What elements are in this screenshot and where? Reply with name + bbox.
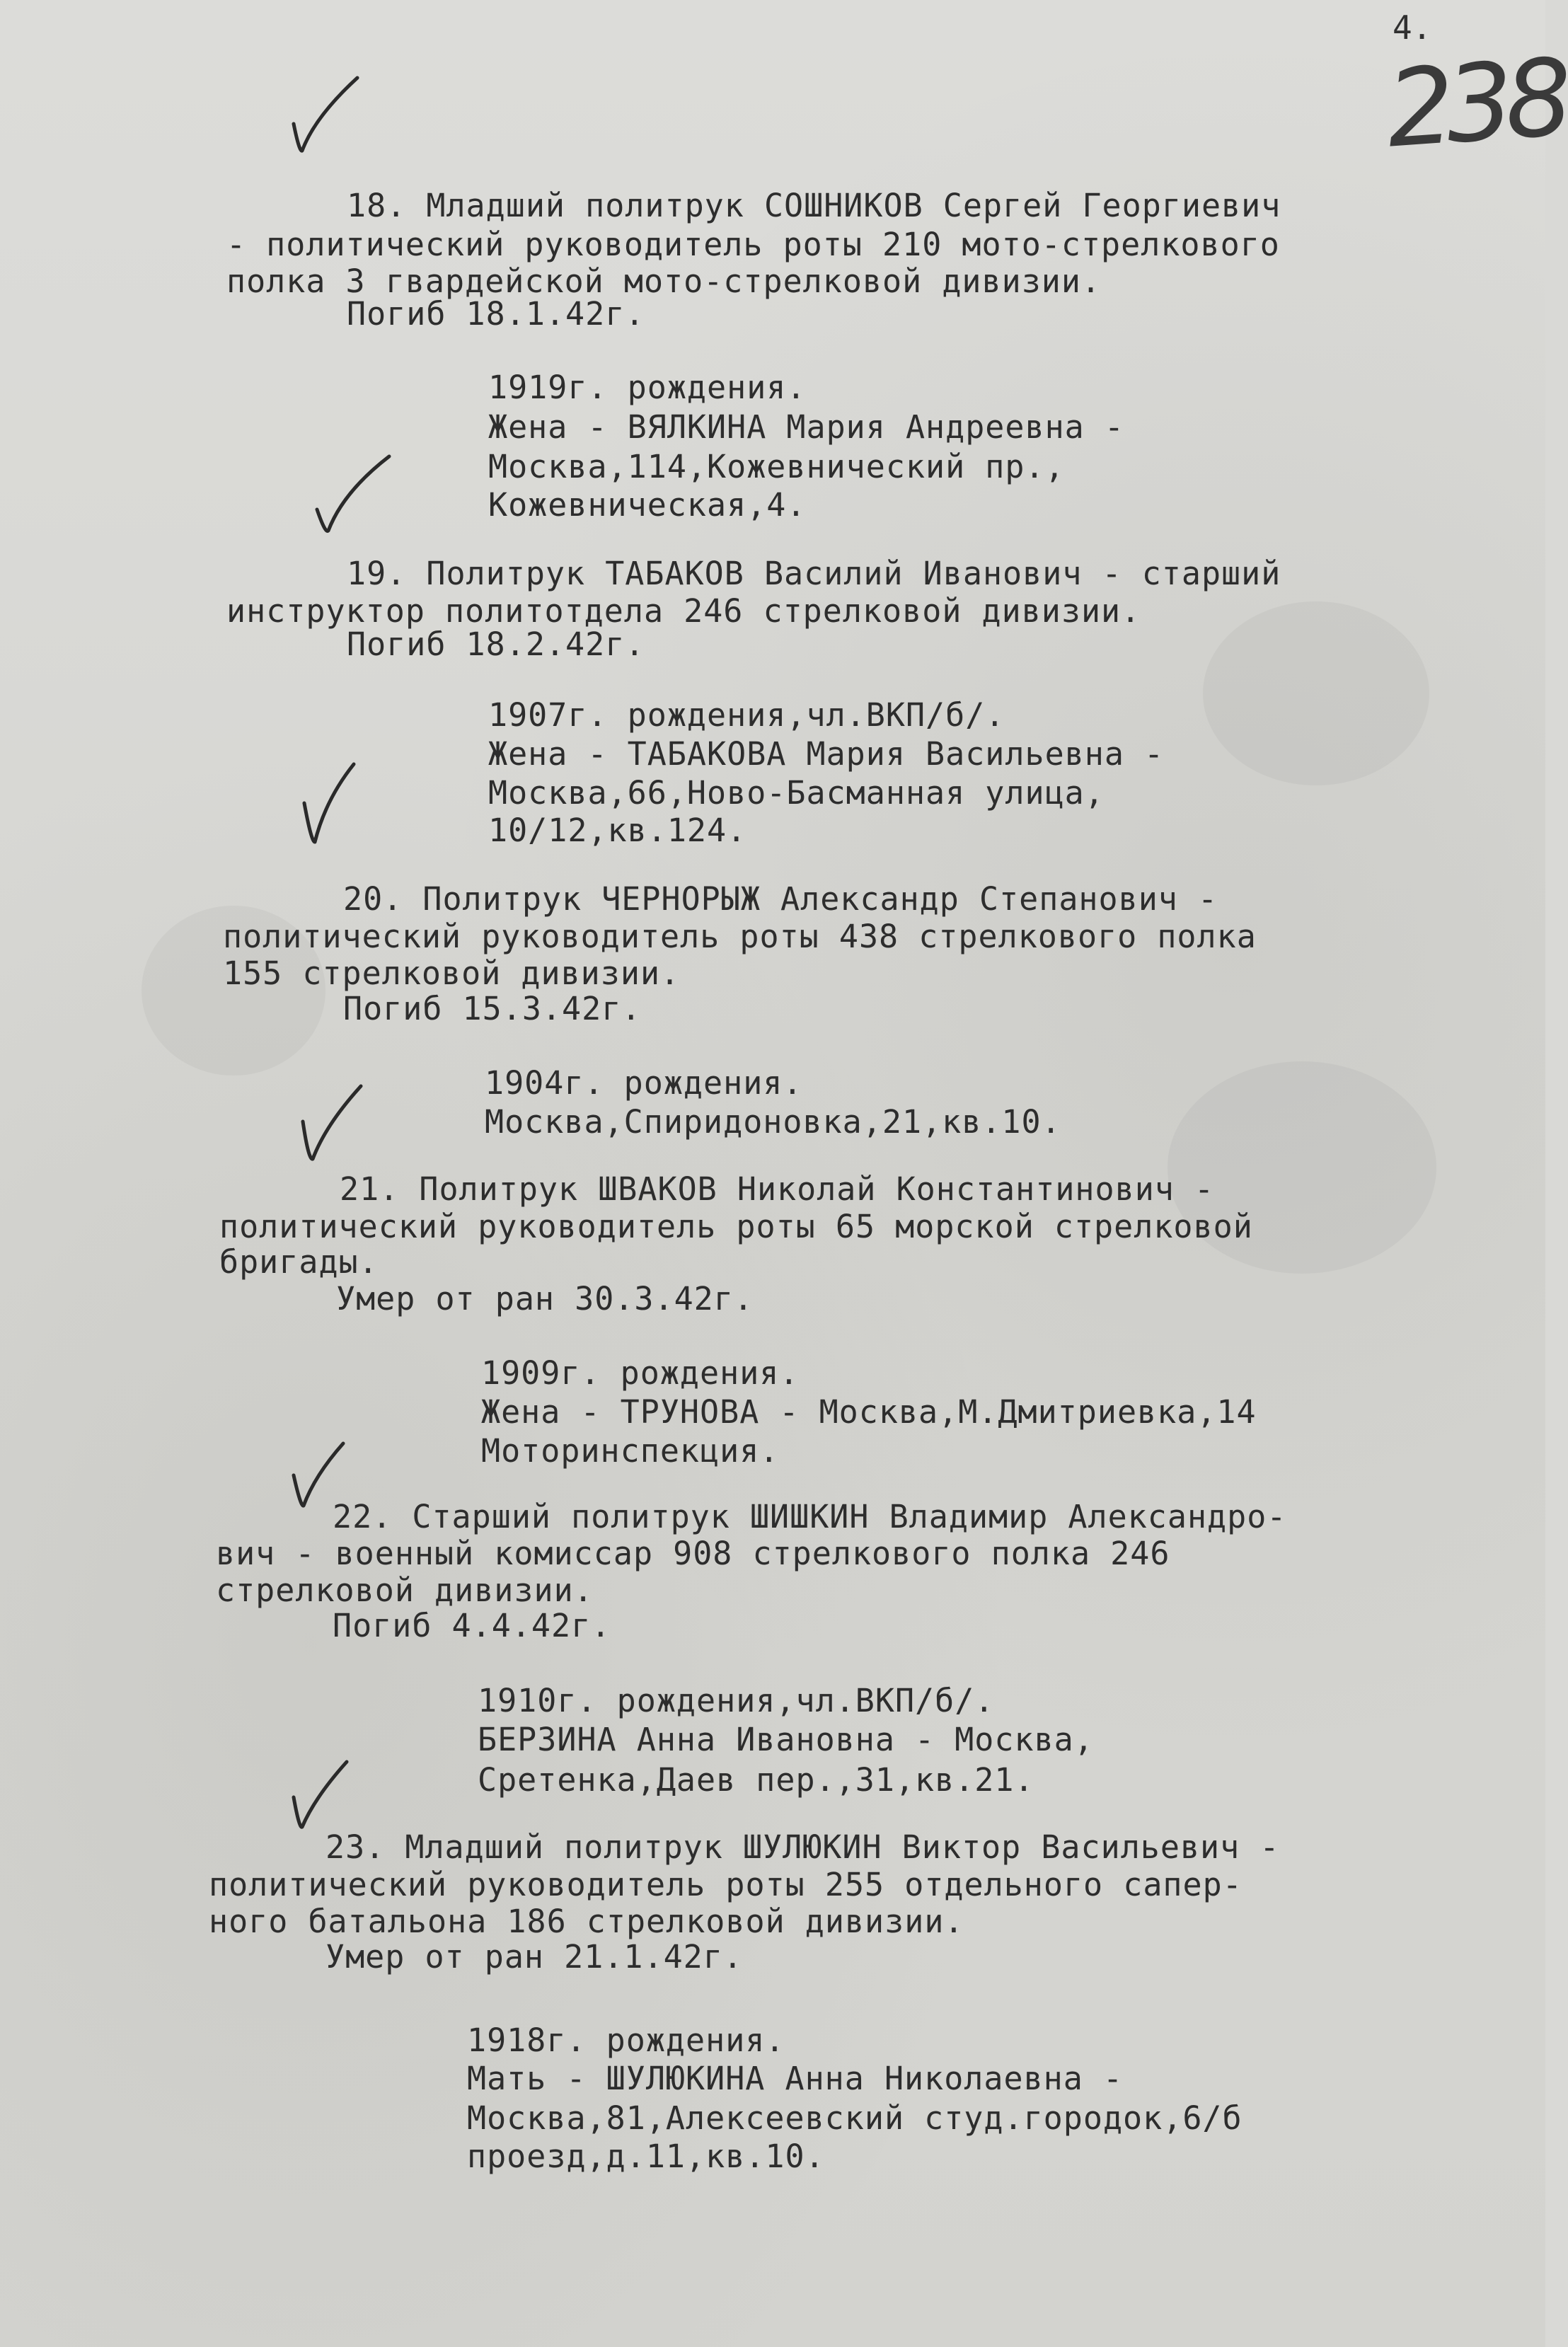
entry-20-line-2: политический руководитель роты 438 стрелкового полка — [223, 918, 1257, 955]
entry-19-detail-1: 1907г. рождения,чл.ВКП/б/. — [488, 696, 1005, 734]
entry-22-detail-2: БЕРЗИНА Анна Ивановна - Москва, — [478, 1721, 1094, 1758]
entry-22-line-3: стрелковой дивизии. — [216, 1572, 594, 1609]
entry-23-detail-3: Москва,81,Алексеевский студ.городок,6/б — [467, 2099, 1243, 2137]
entry-21-detail-2: Жена - ТРУНОВА - Москва,М.Дмитриевка,14 — [481, 1393, 1257, 1431]
entry-18-detail-4: Кожевническая,4. — [488, 486, 807, 524]
entry-18-line-1: 18. Младший политрук СОШНИКОВ Сергей Георгиевич — [347, 187, 1281, 224]
check-mark-icon — [297, 764, 403, 849]
entry-18-detail-3: Москва,114,Кожевнический пр., — [488, 448, 1065, 485]
entry-20-line-3: 155 стрелковой дивизии. — [223, 955, 681, 992]
entry-19-death: Погиб 18.2.42г. — [347, 625, 645, 663]
entry-18-line-2: - политический руководитель роты 210 мото-стрелкового — [226, 226, 1280, 263]
entry-19-detail-3: Москва,66,Ново-Басманная улица, — [488, 774, 1105, 812]
entry-22-death: Погиб 4.4.42г. — [333, 1607, 611, 1644]
entry-20-detail-2: Москва,Спиридоновка,21,кв.10. — [485, 1103, 1061, 1141]
entry-23-death: Умер от ран 21.1.42г. — [325, 1938, 743, 1976]
entry-22-line-1: 22. Старший политрук ШИШКИН Владимир Александро- — [333, 1498, 1287, 1535]
entry-21-line-1: 21. Политрук ШВАКОВ Николай Константинович - — [340, 1170, 1215, 1208]
entry-21-detail-1: 1909г. рождения. — [481, 1354, 800, 1392]
entry-21-line-3: бригады. — [219, 1243, 379, 1281]
entry-19-line-2: инструктор политотдела 246 стрелковой дивизии. — [226, 592, 1141, 630]
entry-23-detail-1: 1918г. рождения. — [467, 2022, 785, 2059]
entry-18-detail-2: Жена - ВЯЛКИНА Мария Андреевна - — [488, 408, 1124, 446]
entry-23-detail-2: Мать - ШУЛЮКИНА Анна Николаевна - — [467, 2060, 1124, 2097]
archive-page-number: 238 — [1383, 36, 1568, 172]
entry-23-line-2: политический руководитель роты 255 отдельного сапер- — [209, 1866, 1243, 1903]
entry-19-line-1: 19. Политрук ТАБАКОВ Василий Иванович - старший — [347, 555, 1281, 592]
entry-21-death: Умер от ран 30.3.42г. — [336, 1280, 754, 1317]
entry-20-death: Погиб 15.3.42г. — [343, 990, 642, 1027]
entry-19-detail-4: 10/12,кв.124. — [488, 812, 747, 849]
paper-stain — [1203, 601, 1429, 785]
entry-23-line-1: 23. Младший политрук ШУЛЮКИН Виктор Васильевич - — [325, 1828, 1280, 1866]
entry-22-detail-1: 1910г. рождения,чл.ВКП/б/. — [478, 1682, 995, 1719]
entry-23-line-3: ного батальона 186 стрелковой дивизии. — [209, 1903, 964, 1940]
check-mark-icon — [311, 453, 417, 538]
entry-19-detail-2: Жена - ТАБАКОВА Мария Васильевна - — [488, 735, 1165, 773]
entry-21-line-2: политический руководитель роты 65 морской стрелковой — [219, 1208, 1253, 1245]
entry-18-line-3: полка 3 гвардейской мото-стрелковой дивизии. — [226, 263, 1102, 300]
check-mark-icon — [287, 74, 393, 159]
entry-20-line-1: 20. Политрук ЧЕРНОРЫЖ Александр Степанович - — [343, 880, 1218, 918]
entry-22-line-2: вич - военный комиссар 908 стрелкового полка 246 — [216, 1535, 1170, 1572]
entry-18-death: Погиб 18.1.42г. — [347, 295, 645, 333]
entry-23-detail-4: проезд,д.11,кв.10. — [467, 2138, 825, 2175]
page-number: 4. — [1393, 8, 1432, 47]
check-mark-icon — [297, 1083, 403, 1167]
entry-18-detail-1: 1919г. рождения. — [488, 369, 807, 406]
entry-21-detail-3: Моторинспекция. — [481, 1432, 780, 1470]
entry-20-detail-1: 1904г. рождения. — [485, 1064, 803, 1102]
entry-22-detail-3: Сретенка,Даев пер.,31,кв.21. — [478, 1761, 1034, 1799]
